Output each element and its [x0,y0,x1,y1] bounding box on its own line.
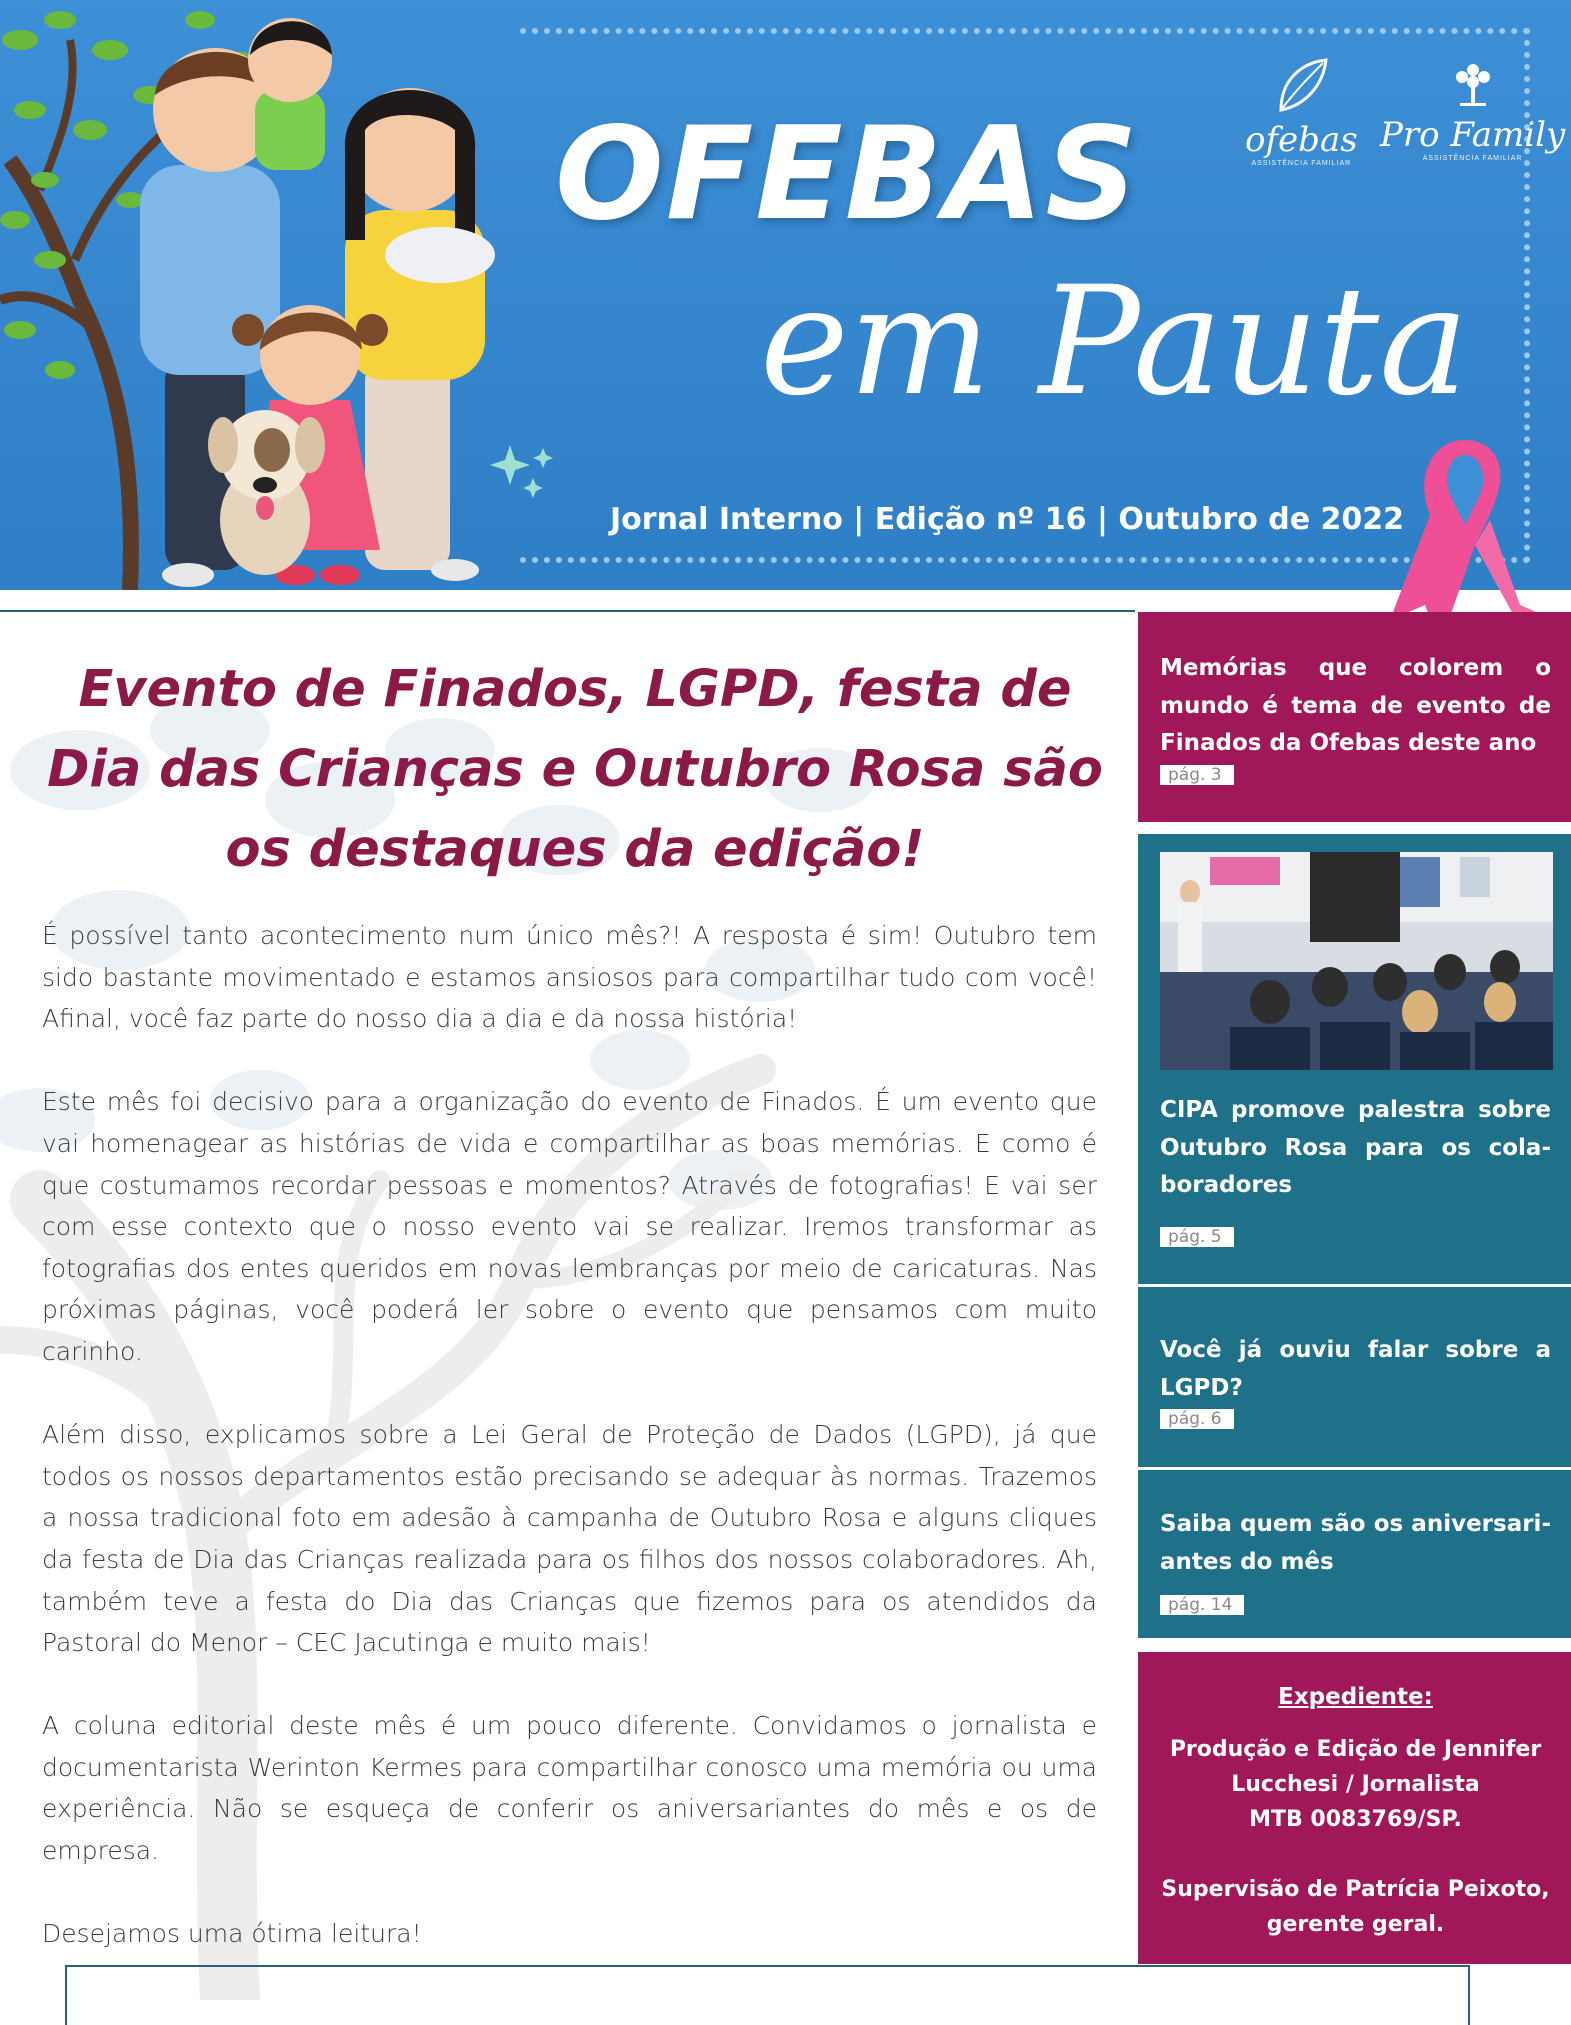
ofebas-logo [1245,55,1358,167]
page-reference: pág. 3 [1160,765,1234,785]
leaf-icon [1271,55,1331,115]
expediente-line: gerente geral. [1266,1912,1445,1937]
sidebar-item-text: Você já ouviu falar sobre a LGPD? [1160,1337,1551,1401]
edition-info: Jornal Interno | Edição nº 16 | Outubro de 2022 [610,502,1405,537]
article-paragraph: Desejamos uma ótima leitura! [42,1919,422,1949]
bottom-frame [65,1965,1470,2025]
logo-name: ofebas [1245,120,1358,160]
article-paragraph: A coluna editorial deste mês é um pouco diferente. Convidamos o jornalista e documentarista Werinton Kermes para compartilhar conosco uma memória ou uma experiência. Não se esqueça de conferir os aniversariantes do mês e os de empresa. [42,1711,1097,1866]
tree-icon [1448,55,1498,110]
family-illustration [0,0,560,590]
logo-tagline: ASSISTÊNCIA FAMILIAR [1422,155,1523,162]
edition-headline: Evento de Finados, LGPD, festa de Dia das Crianças e Outubro Rosa são os destaques da edição! [47,660,1103,879]
newsletter-script-title: em Pauta [760,255,1469,429]
page-reference: pág. 6 [1160,1409,1234,1429]
sidebar-item-text: CIPA promove palestra sobre Outubro Rosa para os cola- boradores [1160,1097,1551,1198]
expediente-heading: Expediente: [1278,1684,1433,1710]
article-body [42,915,1097,1996]
page-reference: pág. 5 [1160,1227,1234,1247]
cipa-lecture-photo [1160,852,1553,1070]
expediente-line: Lucchesi / Jornalista [1231,1772,1480,1797]
article-paragraph: Este mês foi decisivo para a organização do evento de Finados. É um evento que vai homenagear as histórias de vida e compartilhar as boas memórias. E como é que costumamos recordar pessoas e momentos? Através de fotografias! E vai ser com esse contexto que o nosso evento vai se realizar. Iremos transformar as fotografias dos entes queridos em novas lembranças por meio de caricaturas. Nas próximas páginas, você poderá ler sobre o evento que pensamos com muito carinho. [42,1087,1097,1366]
newsletter-title: OFEBAS [555,100,1140,249]
header-divider [0,610,1135,612]
expediente-line: MTB 0083769/SP. [1249,1807,1462,1832]
page-reference: pág. 14 [1160,1595,1244,1615]
sidebar-item-cipa[interactable] [1138,834,1571,1299]
sidebar-item-birthdays[interactable] [1138,1470,1571,1638]
sidebar-item-lgpd[interactable] [1138,1287,1571,1467]
logo-tagline: ASSISTÊNCIA FAMILIAR [1251,160,1352,167]
article-paragraph: Além disso, explicamos sobre a Lei Geral de Proteção de Dados (LGPD), já que todos os nossos departamentos estão precisando se adequar às normas. Trazemos a nossa tradicional foto em adesão à campanha de Outubro Rosa e alguns cliques da festa de Dia das Crianças realizada para os filhos dos nossos colaboradores. Ah, também teve a festa do Dia das Crianças que fizemos para os atendidos da Pastoral do Menor – CEC Jacutinga e muito mais! [42,1420,1097,1658]
expediente-box [1138,1652,1571,1964]
profamily-logo [1380,55,1565,162]
masthead [0,0,1571,590]
sidebar-item-text: Saiba quem são os aniversari- antes do mês [1160,1511,1551,1575]
sidebar-item-finados[interactable] [1138,612,1571,822]
sidebar-item-text: Memórias que colorem o mundo é tema de evento de Finados da Ofebas deste ano [1160,655,1551,756]
logo-name: Pro Family [1380,115,1566,155]
expediente-line: Supervisão de Patrícia Peixoto, [1161,1877,1550,1902]
expediente-line: Produção e Edição de Jennifer [1169,1737,1542,1762]
article-paragraph: É possível tanto acontecimento num único mês?! A resposta é sim! Outubro tem sido bastante movimentado e estamos ansiosos para compartilhar tudo com você! Afinal, você faz parte do nosso dia a dia e da nossa história! [42,921,1097,1034]
